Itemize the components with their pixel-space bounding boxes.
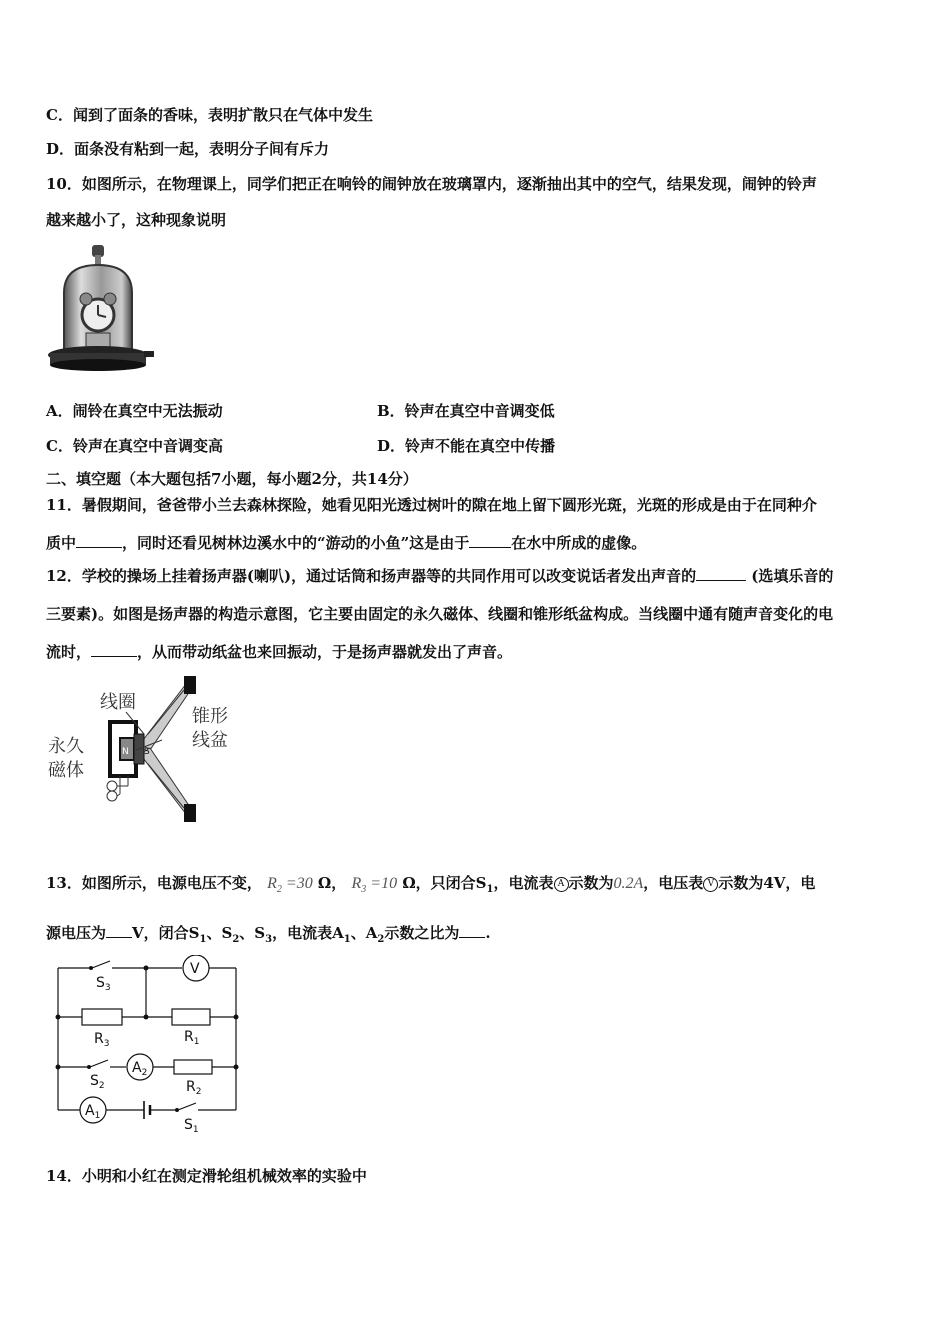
- q10-option-c: C．铃声在真空中音调变高: [46, 437, 223, 455]
- q10-stem-line1: 10．如图所示，在物理课上，同学们把正在响铃的闹钟放在玻璃罩内，逐渐抽出其中的空气，结果发现，闹钟的铃声: [46, 175, 817, 193]
- label-r1: $R_1$: [184, 1029, 200, 1047]
- label-s1: $S_1$: [184, 1117, 199, 1135]
- q11-blank-2[interactable]: [469, 533, 511, 548]
- q11-line2: [46, 532, 646, 553]
- r2-symbol: $R_2 =30$: [267, 875, 313, 896]
- current-value: 0.2A: [613, 875, 644, 892]
- q13-line1: [46, 872, 815, 895]
- q10-stem-line2: 越来越小了，这种现象说明: [46, 211, 227, 229]
- q11-line1: 11．暑假期间，爸爸带小兰去森林探险，她看见阳光透过树叶的隙在地上留下圆形光斑，光斑的形成是由于在同种介: [46, 496, 817, 514]
- q10-option-a: A．闹铃在真空中无法振动: [46, 402, 223, 420]
- q12-blank-1[interactable]: [696, 566, 746, 581]
- q13-line1-b: ，电流表: [493, 874, 554, 892]
- label-cone-1: 锥形: [192, 706, 228, 727]
- q10-option-d: D．铃声不能在真空中传播: [377, 437, 556, 455]
- r3-symbol: $R_3 =10$: [351, 875, 398, 896]
- label-a2: $A_2$: [132, 1060, 148, 1078]
- voltmeter-icon: V: [703, 877, 718, 892]
- label-s2: $S_2$: [90, 1073, 105, 1091]
- label-s: S: [144, 747, 150, 757]
- label-a1: $A_1$: [85, 1103, 101, 1121]
- q12-line3: [46, 641, 512, 662]
- q13-line1-d: ，电压表: [643, 874, 704, 892]
- q13-line2: 源电压为 V，闭合$S_1$、$S_2$、$S_3$，电流表$A_1$、$A_2$示数之比为 .: [46, 924, 491, 945]
- label-n: N: [122, 747, 129, 757]
- q13-line1-e: 示数为4V，电: [718, 874, 816, 892]
- label-s3: $S_3$: [96, 975, 111, 993]
- speaker-figure: [44, 670, 244, 830]
- q9-option-c: C．闻到了面条的香味，表明扩散只在气体中发生: [46, 106, 373, 124]
- q12-line1-a: 12．学校的操场上挂着扬声器(喇叭)，通过话筒和扬声器等的共同作用可以改变说话者发出声音的: [46, 567, 697, 585]
- q9-option-d: D．面条没有粘到一起，表明分子间有斥力: [46, 140, 330, 158]
- q13-line1-a: 13．如图所示，电源电压不变，: [46, 874, 262, 892]
- bell-jar-figure: [46, 243, 158, 378]
- label-coil: 线圈: [100, 692, 136, 713]
- q12-line2: 三要素)。如图是扬声器的构造示意图，它主要由固定的永久磁体、线圈和锥形纸盆构成。当线圈中通有随声音变化的电: [46, 605, 834, 623]
- q12-line3-b: ，从而带动纸盆也来回振动，于是扬声器就发出了声音。: [137, 643, 513, 661]
- unit-ohm-2: Ω，只闭合S: [397, 874, 487, 892]
- q14-stem: 14．小明和小红在测定滑轮组机械效率的实验中: [46, 1167, 367, 1185]
- label-magnet-1: 永久: [48, 736, 84, 757]
- label-r3: $R_3$: [94, 1031, 110, 1049]
- q12-line3-a: 流时，: [46, 643, 92, 661]
- s1-sub: 1: [486, 884, 494, 895]
- q12-line1-b: (选填乐音的: [746, 567, 834, 585]
- q13-line1-c: 示数为: [568, 874, 614, 892]
- section2-heading: 二、填空题（本大题包括7小题，每小题2分，共14分）: [46, 470, 418, 488]
- q13-blank-2[interactable]: [459, 923, 485, 938]
- q11-line2-b: ，同时还看见树林边溪水中的“游动的小鱼”这是由于: [122, 534, 470, 552]
- q12-blank-2[interactable]: [91, 642, 137, 657]
- q10-option-b: B．铃声在真空中音调变低: [377, 402, 555, 420]
- label-r2: $R_2$: [186, 1079, 202, 1097]
- label-magnet-2: 磁体: [48, 760, 84, 781]
- q13-blank-1[interactable]: [106, 923, 132, 938]
- circuit-diagram: [50, 955, 245, 1135]
- label-cone-2: 线盆: [192, 730, 228, 751]
- q11-line2-a: 质中: [46, 534, 77, 552]
- ammeter-icon: A: [554, 877, 569, 892]
- q12-line1: [46, 565, 833, 586]
- unit-ohm-1: Ω，: [312, 874, 347, 892]
- q11-line2-c: 在水中所成的虚像。: [511, 534, 647, 552]
- label-v: V: [190, 961, 200, 977]
- q11-blank-1[interactable]: [76, 533, 122, 548]
